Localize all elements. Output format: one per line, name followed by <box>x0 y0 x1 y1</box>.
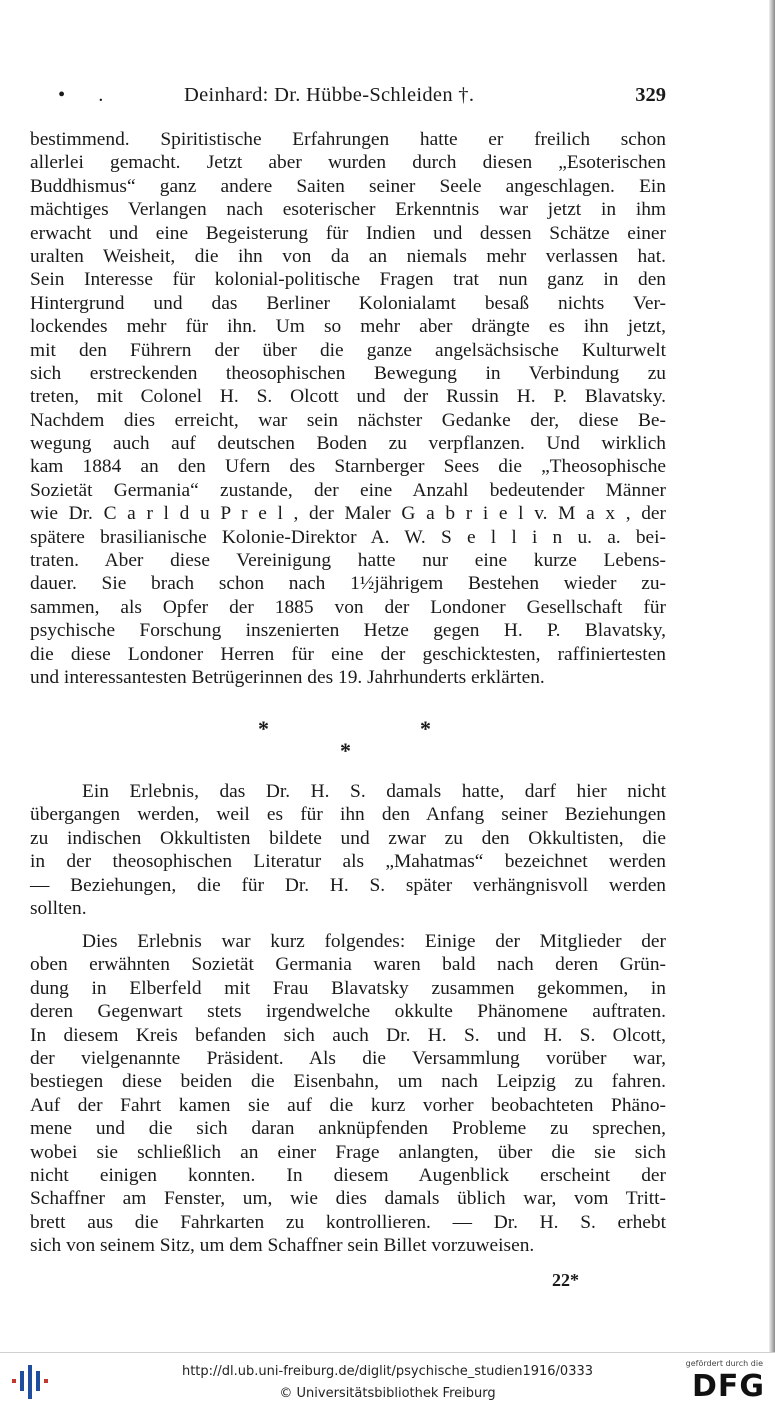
header-marks: • . <box>58 84 118 106</box>
running-title: Deinhard: Dr. Hübbe-Schleiden †. <box>184 84 475 106</box>
text-line: treten, mit Colonel H. S. Olcott und der Russin H. P. Blavatsky. <box>30 386 666 408</box>
text-line: sammen, als Opfer der 1885 von der Londoner Gesellschaft für <box>30 596 666 618</box>
text-line: Schaffner am Fenster, um, wie dies damals üblich war, vom Tritt- <box>30 1188 666 1210</box>
text-line: sich von seinem Sitz, um dem Schaffner sein Billet vorzuweisen. <box>30 1235 535 1257</box>
text-line: Sozietät Germania“ zustande, der eine Anzahl bedeutender Männer <box>30 479 666 501</box>
document-url-link[interactable]: http://dl.ub.uni-freiburg.de/diglit/psychische_studien1916/0333 <box>181 1364 594 1379</box>
text-line: lockendes mehr für ihn. Um so mehr aber drängte es ihn jetzt, <box>30 316 666 338</box>
text-line: bestimmend. Spiritistische Erfahrungen hatte er freilich schon <box>30 129 666 150</box>
text-line: mit den Führern der über die ganze angelsächsische Kulturwelt <box>30 339 666 361</box>
text-line: in der theosophischen Literatur als „Mahatmas“ bezeichnet werden <box>30 851 666 873</box>
text-line: Dies Erlebnis war kurz folgendes: Einige der Mitglieder der <box>82 931 666 952</box>
page-number: 329 <box>635 84 666 106</box>
text-line: In diesem Kreis befanden sich auch Dr. H. S. und H. S. Olcott, <box>30 1024 666 1046</box>
text-line: Ein Erlebnis, das Dr. H. S. damals hatte, darf hier nicht <box>82 781 666 802</box>
text-line: die diese Londoner Herren für eine der geschicktesten, raffiniertesten <box>30 643 666 665</box>
text-line: zu indischen Okkultisten bildete und zwar zu den Okkultisten, die <box>30 827 666 849</box>
text-line: oben erwähnten Sozietät Germania waren bald nach deren Grün- <box>30 954 666 976</box>
text-line: übergangen werden, weil es für ihn den Anfang seiner Beziehungen <box>30 804 666 826</box>
page-edge-shadow <box>769 0 775 1352</box>
text-line: sich erstreckenden theosophischen Bewegung in Verbindung zu <box>30 362 666 384</box>
text-line: dauer. Sie brach schon nach 1½jährigem Bestehen wieder zu- <box>30 573 666 595</box>
text-line: der vielgenannte Präsident. Als die Versammlung vorüber war, <box>30 1047 666 1069</box>
text-line: mene und die sich daran anknüpfenden Probleme zu sprechen, <box>30 1118 666 1140</box>
text-line: sollten. <box>30 897 87 919</box>
paragraph-3 <box>30 930 666 1257</box>
running-header <box>30 84 666 110</box>
text-line: und interessantesten Betrügerinnen des 19. Jahrhunderts erklärten. <box>30 666 545 688</box>
paragraph-2 <box>30 780 666 920</box>
dfg-caption: gefördert durch die <box>685 1359 763 1368</box>
sheet-signature: 22* <box>552 1270 579 1290</box>
text-line: wie Dr. C a r l d u P r e l , der Maler G a b r i e l v. M a x , der <box>30 503 666 525</box>
text-line: spätere brasilianische Kolonie-Direktor A. W. S e l l i n u. a. bei- <box>30 526 666 548</box>
separator-star: * <box>420 716 431 741</box>
text-line: psychische Forschung inszenierten Hetze gegen H. P. Blavatsky, <box>30 620 666 642</box>
text-line: erwacht und eine Begeisterung für Indien und dessen Schätze einer <box>30 222 666 244</box>
dfg-logo: DFG <box>691 1369 765 1404</box>
text-line: uralten Weisheit, die ihn von da an niemals mehr verlassen hat. <box>30 245 666 267</box>
text-line: Buddhismus“ ganz andere Saiten seiner Seele angeschlagen. Ein <box>30 175 666 197</box>
text-line: mächtiges Verlangen nach esoterischer Erkenntnis war jetzt in ihm <box>30 199 666 221</box>
separator-star: * <box>340 738 351 763</box>
text-line: Sein Interesse für kolonial-politische Fragen trat nun ganz in den <box>30 269 666 291</box>
copyright-notice: © Universitätsbibliothek Freiburg <box>279 1386 496 1401</box>
separator-star: * <box>258 716 269 741</box>
text-line: Auf der Fahrt kamen sie auf die kurz vorher beobachteten Phäno- <box>30 1094 666 1116</box>
text-line: allerlei gemacht. Jetzt aber wurden durch diesen „Esoterischen <box>30 152 666 174</box>
text-line: brett aus die Fahrkarten zu kontrollieren. — Dr. H. S. erhebt <box>30 1211 666 1233</box>
text-line: bestiegen diese beiden die Eisenbahn, um nach Leipzig zu fahren. <box>30 1071 666 1093</box>
text-line: deren Gegenwart stets irgendwelche okkulte Phänomene auftraten. <box>30 1001 666 1023</box>
text-line: wegung auch auf deutschen Boden zu verpflanzen. Und wirklich <box>30 433 666 455</box>
text-line: Hintergrund und das Berliner Kolonialamt besaß nichts Ver- <box>30 292 666 314</box>
text-line: traten. Aber diese Vereinigung hatte nur eine kurze Lebens- <box>30 550 666 572</box>
text-line: kam 1884 an den Ufern des Starnberger Sees die „Theosophische <box>30 456 666 478</box>
text-line: nicht einigen konnten. In diesem Augenblick erscheint der <box>30 1164 666 1186</box>
text-line: — Beziehungen, die für Dr. H. S. später verhängnisvoll werden <box>30 874 666 896</box>
text-line: wobei sie schließlich an einer Frage anlangten, über die sie sich <box>30 1141 666 1163</box>
text-line: Nachdem dies erreicht, war sein nächster Gedanke der, diese Be- <box>30 409 666 431</box>
viewer-footer <box>0 1352 775 1410</box>
text-line: dung in Elberfeld mit Frau Blavatsky zusammen gekommen, in <box>30 977 666 999</box>
paragraph-1 <box>30 128 666 689</box>
